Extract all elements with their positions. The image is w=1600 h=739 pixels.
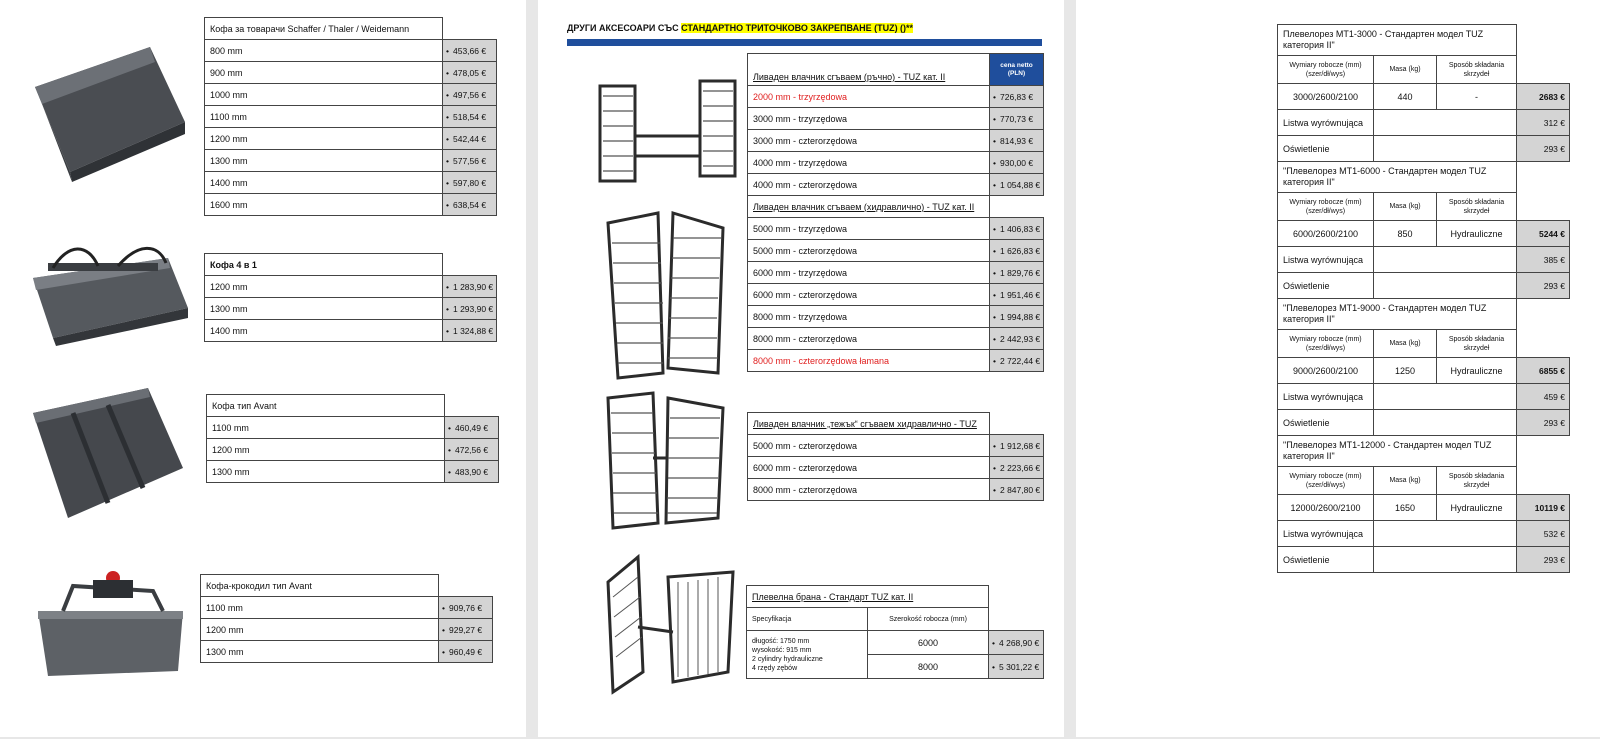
dims-header: Wymiary robocze (mm) (szer/dł/wys)	[1278, 330, 1374, 358]
table-row: długość: 1750 mm wysokość: 915 mm 2 cylindry hydrauliczne 4 rzędy zębów 6000 • 4 268,90 €	[747, 631, 1044, 655]
table-row: 6000/2600/2100 850 Hydrauliczne 5244 €	[1278, 221, 1570, 247]
table-row: 8000 • 5 301,22 €	[747, 655, 1044, 679]
table-title: Кофа-крокодил тип Avant	[201, 575, 439, 597]
model-title: Плевелорез MT1-3000 - Стандартен модел TUZ категория II"	[1278, 25, 1517, 56]
mass-header: Masa (kg)	[1374, 330, 1437, 358]
mass-header: Masa (kg)	[1374, 56, 1437, 84]
table-row: 8000 mm - czterorzędowa • 2 847,80 €	[748, 479, 1044, 501]
table-row: 6000 mm - czterorzędowa • 1 951,46 €	[748, 284, 1044, 306]
table-row: Oświetlenie 293 €	[1278, 273, 1570, 299]
table-row: 8000 mm - trzyrzędowa • 1 994,88 €	[748, 306, 1044, 328]
table-title: Кофа 4 в 1	[205, 254, 443, 276]
table-row: 3000/2600/2100 440 - 2683 €	[1278, 84, 1570, 110]
schaffer-bucket-table	[204, 17, 497, 216]
table-row: 1300 mm • 1 293,90 €	[205, 298, 497, 320]
avant-bucket-image	[28, 383, 186, 523]
fold-header: Sposób składania skrzydeł	[1437, 330, 1517, 358]
width-header: Szerokość robocza (mm)	[868, 608, 989, 631]
crocodile-bucket-table	[200, 574, 493, 663]
loader-bucket-image	[30, 42, 190, 182]
mass-header: Masa (kg)	[1374, 467, 1437, 495]
table-row: 4000 mm - czterorzędowa • 1 054,88 €	[748, 174, 1044, 196]
netto-header: cena netto (PLN)	[990, 54, 1044, 86]
weed-cutter-model-table	[1277, 435, 1570, 573]
model-title: "Плевелорез MT1-12000 - Стандартен модел TUZ категория II"	[1278, 436, 1517, 467]
table-row: 1300 mm • 960,49 €	[201, 641, 493, 663]
mass-header: Masa (kg)	[1374, 193, 1437, 221]
fold-header: Sposób składania skrzydeł	[1437, 467, 1517, 495]
heavy-harrow-table	[747, 412, 1044, 501]
table-row: 1100 mm • 518,54 €	[205, 106, 497, 128]
fold-header: Sposób składania skrzydeł	[1437, 56, 1517, 84]
table-row: 3000 mm - czterorzędowa • 814,93 €	[748, 130, 1044, 152]
table-row: 9000/2600/2100 1250 Hydrauliczne 6855 €	[1278, 358, 1570, 384]
table-row: 5000 mm - trzyrzędowa • 1 406,83 €	[748, 218, 1044, 240]
spec-header: Specyfikacja	[747, 608, 868, 631]
page-1	[0, 0, 526, 737]
table-title: Кофа тип Avant	[207, 395, 445, 417]
table-row: 12000/2600/2100 1650 Hydrauliczne 10119 €	[1278, 495, 1570, 521]
table-row: 1200 mm • 1 283,90 €	[205, 276, 497, 298]
table-title: Ливаден влачник сгъваем (хидравлично) - TUZ кат. II	[748, 196, 990, 218]
model-title: "Плевелорез MT1-6000 - Стандартен модел TUZ категория II"	[1278, 162, 1517, 193]
spec-cell: długość: 1750 mm wysokość: 915 mm 2 cylindry hydrauliczne 4 rzędy zębów	[747, 631, 868, 679]
table-row: Listwa wyrównująca 532 €	[1278, 521, 1570, 547]
table-row: 6000 mm - trzyrzędowa • 1 829,76 €	[748, 262, 1044, 284]
table-title: Кофа за товарачи Schaffer / Thaler / Weidemann	[205, 18, 443, 40]
dims-header: Wymiary robocze (mm) (szer/dł/wys)	[1278, 193, 1374, 221]
table-row: 8000 mm - czterorzędowa • 2 442,93 €	[748, 328, 1044, 350]
manual-harrow-image	[595, 76, 740, 194]
table-row: 5000 mm - czterorzędowa • 1 626,83 €	[748, 240, 1044, 262]
four-in-one-bucket-image	[28, 238, 193, 348]
weed-cutter-model-table	[1277, 24, 1570, 162]
heavy-harrow-image	[598, 388, 733, 533]
table-row: 6000 mm - czterorzędowa • 2 223,66 €	[748, 457, 1044, 479]
avant-bucket-table	[206, 394, 499, 483]
table-row: 1200 mm • 929,27 €	[201, 619, 493, 641]
table-row: 1300 mm • 577,56 €	[205, 150, 497, 172]
table-title: Ливаден влачник „тежък“ сгъваем хидравлично - TUZ	[748, 413, 990, 435]
dims-header: Wymiary robocze (mm) (szer/dł/wys)	[1278, 56, 1374, 84]
table-title: Ливаден влачник сгъваем (ръчно) - TUZ кат. II	[748, 54, 990, 86]
four-in-one-bucket-table	[204, 253, 497, 342]
table-row: 1300 mm • 483,90 €	[207, 461, 499, 483]
weed-cutter-model-table	[1277, 298, 1570, 436]
model-title: "Плевелорез MT1-9000 - Стандартен модел TUZ категория II"	[1278, 299, 1517, 330]
weed-harrow-image	[598, 552, 738, 697]
table-row: 1100 mm • 460,49 €	[207, 417, 499, 439]
crocodile-bucket-image	[33, 566, 188, 691]
table-row: 1000 mm • 497,56 €	[205, 84, 497, 106]
page-3	[1076, 0, 1600, 737]
table-row: Oświetlenie 293 €	[1278, 547, 1570, 573]
table-row: Oświetlenie 293 €	[1278, 410, 1570, 436]
table-row: 1200 mm • 542,44 €	[205, 128, 497, 150]
page-2	[538, 0, 1064, 737]
table-title: Плевелна брана - Стандарт TUZ кат. II	[747, 586, 989, 608]
table-row: 4000 mm - trzyrzędowa • 930,00 €	[748, 152, 1044, 174]
table-row: 8000 mm - czterorzędowa łamana • 2 722,44 €	[748, 350, 1044, 372]
dims-header: Wymiary robocze (mm) (szer/dł/wys)	[1278, 467, 1374, 495]
title-divider	[567, 39, 1042, 46]
manual-harrow-table	[747, 53, 1044, 372]
table-row: Listwa wyrównująca 459 €	[1278, 384, 1570, 410]
table-row: Oświetlenie 293 €	[1278, 136, 1570, 162]
table-row: 3000 mm - trzyrzędowa • 770,73 €	[748, 108, 1044, 130]
weed-harrow-table	[746, 585, 1044, 679]
table-row: 5000 mm - czterorzędowa • 1 912,68 €	[748, 435, 1044, 457]
table-row: 1600 mm • 638,54 €	[205, 194, 497, 216]
table-row: 900 mm • 478,05 €	[205, 62, 497, 84]
table-row: 2000 mm - trzyrzędowa • 726,83 €	[748, 86, 1044, 108]
fold-header: Sposób składania skrzydeł	[1437, 193, 1517, 221]
table-row: Listwa wyrównująca 385 €	[1278, 247, 1570, 273]
table-row: 1200 mm • 472,56 €	[207, 439, 499, 461]
weed-cutter-model-table	[1277, 161, 1570, 299]
hydraulic-harrow-image	[598, 203, 733, 383]
table-row: 1100 mm • 909,76 €	[201, 597, 493, 619]
table-row: Listwa wyrównująca 312 €	[1278, 110, 1570, 136]
table-row: 1400 mm • 1 324,88 €	[205, 320, 497, 342]
page-title: ДРУГИ АКСЕСОАРИ СЪС СТАНДАРТНО ТРИТОЧКОВО ЗАКРЕПВАНЕ (TUZ) ()**	[567, 23, 914, 33]
table-row: 1400 mm • 597,80 €	[205, 172, 497, 194]
table-row: 800 mm • 453,66 €	[205, 40, 497, 62]
